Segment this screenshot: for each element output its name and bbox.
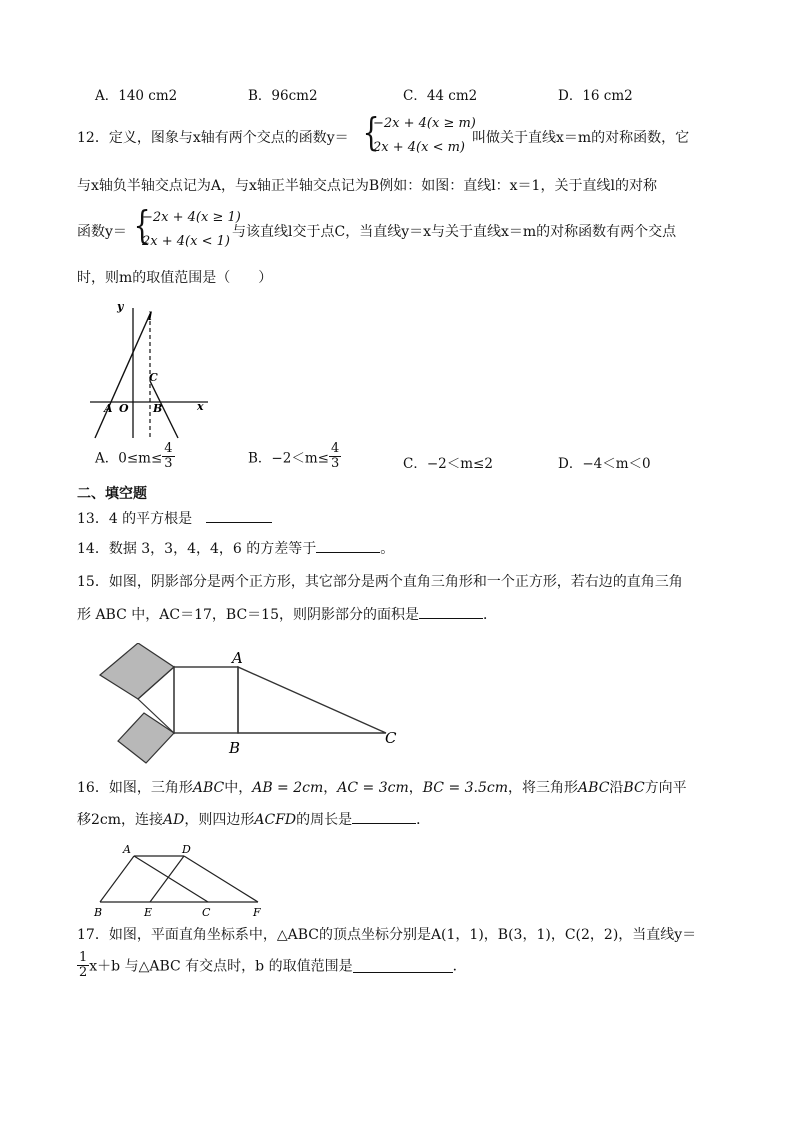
shaded-square-small: [118, 713, 174, 763]
label-b: B: [94, 906, 103, 919]
option-b: B．96cm2: [248, 88, 318, 104]
option-a: A．140 cm2: [95, 88, 178, 104]
label-y: y: [117, 300, 124, 313]
q12-option-b: B．−2＜m≤ $\frac{4}{3}$: [248, 441, 340, 471]
answer-blank: [206, 508, 272, 523]
q17-line2: $\frac{1}{2}$ x＋b 与△ABC 有交点时，b 的取值范围是 ．: [79, 950, 467, 980]
piece2-top: −2x + 4(x ≥ 1): [142, 210, 241, 225]
triangle-abc: [238, 667, 386, 733]
brace-symbol-2: {: [133, 203, 151, 247]
q16-line2: 移2cm，连接AD，则四边形ACFD的周长是 ．: [77, 809, 430, 830]
piece1-bottom: 2x + 4(x < m): [373, 140, 465, 155]
label-f: F: [253, 906, 261, 919]
q13: 13．4 的平方根是: [77, 508, 272, 529]
label-x: x: [197, 400, 204, 413]
q15-line1: 15．如图，阴影部分是两个正方形，其它部分是两个直角三角形和一个正方形，若右边的直角三角: [77, 574, 683, 590]
label-c: C: [149, 371, 158, 384]
answer-blank: [352, 809, 416, 824]
segment-ab: [100, 856, 134, 902]
label-o: O: [119, 402, 129, 415]
q12-line2: 与x轴负半轴交点记为A，与x轴正半轴交点记为B例如：如图：直线l：x＝1，关于直线l的对称: [77, 178, 657, 194]
q12-option-d: D．−4＜m＜0: [558, 456, 651, 472]
answer-blank: [316, 538, 380, 553]
label-a: A: [232, 649, 243, 667]
option-d: D．16 cm2: [558, 88, 633, 104]
fraction: $\frac{4}{3}$: [330, 441, 340, 471]
middle-square: [174, 667, 238, 733]
segment-ac: [134, 856, 208, 902]
label-b: B: [229, 739, 241, 757]
label-l: l: [148, 310, 153, 323]
q12-line3-end: 与该直线l交于点C，当直线y＝x与关于直线x＝m的对称函数有两个交点: [232, 224, 677, 240]
q12-option-c: C．−2＜m≤2: [403, 456, 493, 472]
answer-blank: [419, 604, 483, 619]
segment-de: [150, 856, 184, 902]
piece1-top: −2x + 4(x ≥ m): [373, 116, 476, 131]
left-branch: [95, 314, 150, 438]
label-a: A: [104, 402, 113, 415]
q15-squares-figure: [96, 643, 406, 765]
label-c: C: [385, 729, 397, 747]
q12-line1: 12．定义，图象与x轴有两个交点的函数y＝: [77, 130, 349, 146]
label-a: A: [123, 843, 131, 856]
label-b: B: [153, 402, 163, 415]
section-heading: 二、填空题: [77, 486, 147, 502]
q15-line2: 形 ABC 中，AC＝17，BC＝15，则阴影部分的面积是 ．: [77, 604, 497, 625]
q16-translation-figure: [92, 840, 267, 920]
q16-line1: 16．如图，三角形ABC中，AB = 2cm，AC = 3cm，BC = 3.5cm，将三角形ABC沿BC方向平: [77, 780, 687, 796]
q17-line1: 17．如图，平面直角坐标系中，△ABC的顶点坐标分别是A(1，1)，B(3，1)，C(2，2)，当直线y＝: [77, 927, 697, 943]
q12-line4: 时，则m的取值范围是（ ）: [77, 270, 273, 286]
q12-line1-end: 叫做关于直线x＝m的对称函数，它: [472, 130, 690, 146]
shaded-square-large: [100, 643, 174, 699]
option-c: C．44 cm2: [403, 88, 478, 104]
label-c: C: [202, 906, 211, 919]
fraction: $\frac{4}{3}$: [164, 441, 173, 471]
fraction-one-half: $\frac{1}{2}$: [79, 950, 88, 980]
brace-symbol: {: [362, 110, 380, 154]
label-e: E: [144, 906, 153, 919]
q12-line3: 函数y＝: [77, 224, 127, 240]
segment-df: [184, 856, 258, 902]
answer-blank: [353, 958, 453, 973]
label-d: D: [182, 843, 191, 856]
q14: 14．数据 3，3，4，4，6 的方差等于 。: [77, 538, 394, 559]
q12-option-a: A．0≤m≤ $\frac{4}{3}$: [95, 441, 173, 471]
q12-function-graph: [90, 298, 215, 440]
piece2-bottom: 2x + 4(x < 1): [142, 234, 230, 249]
